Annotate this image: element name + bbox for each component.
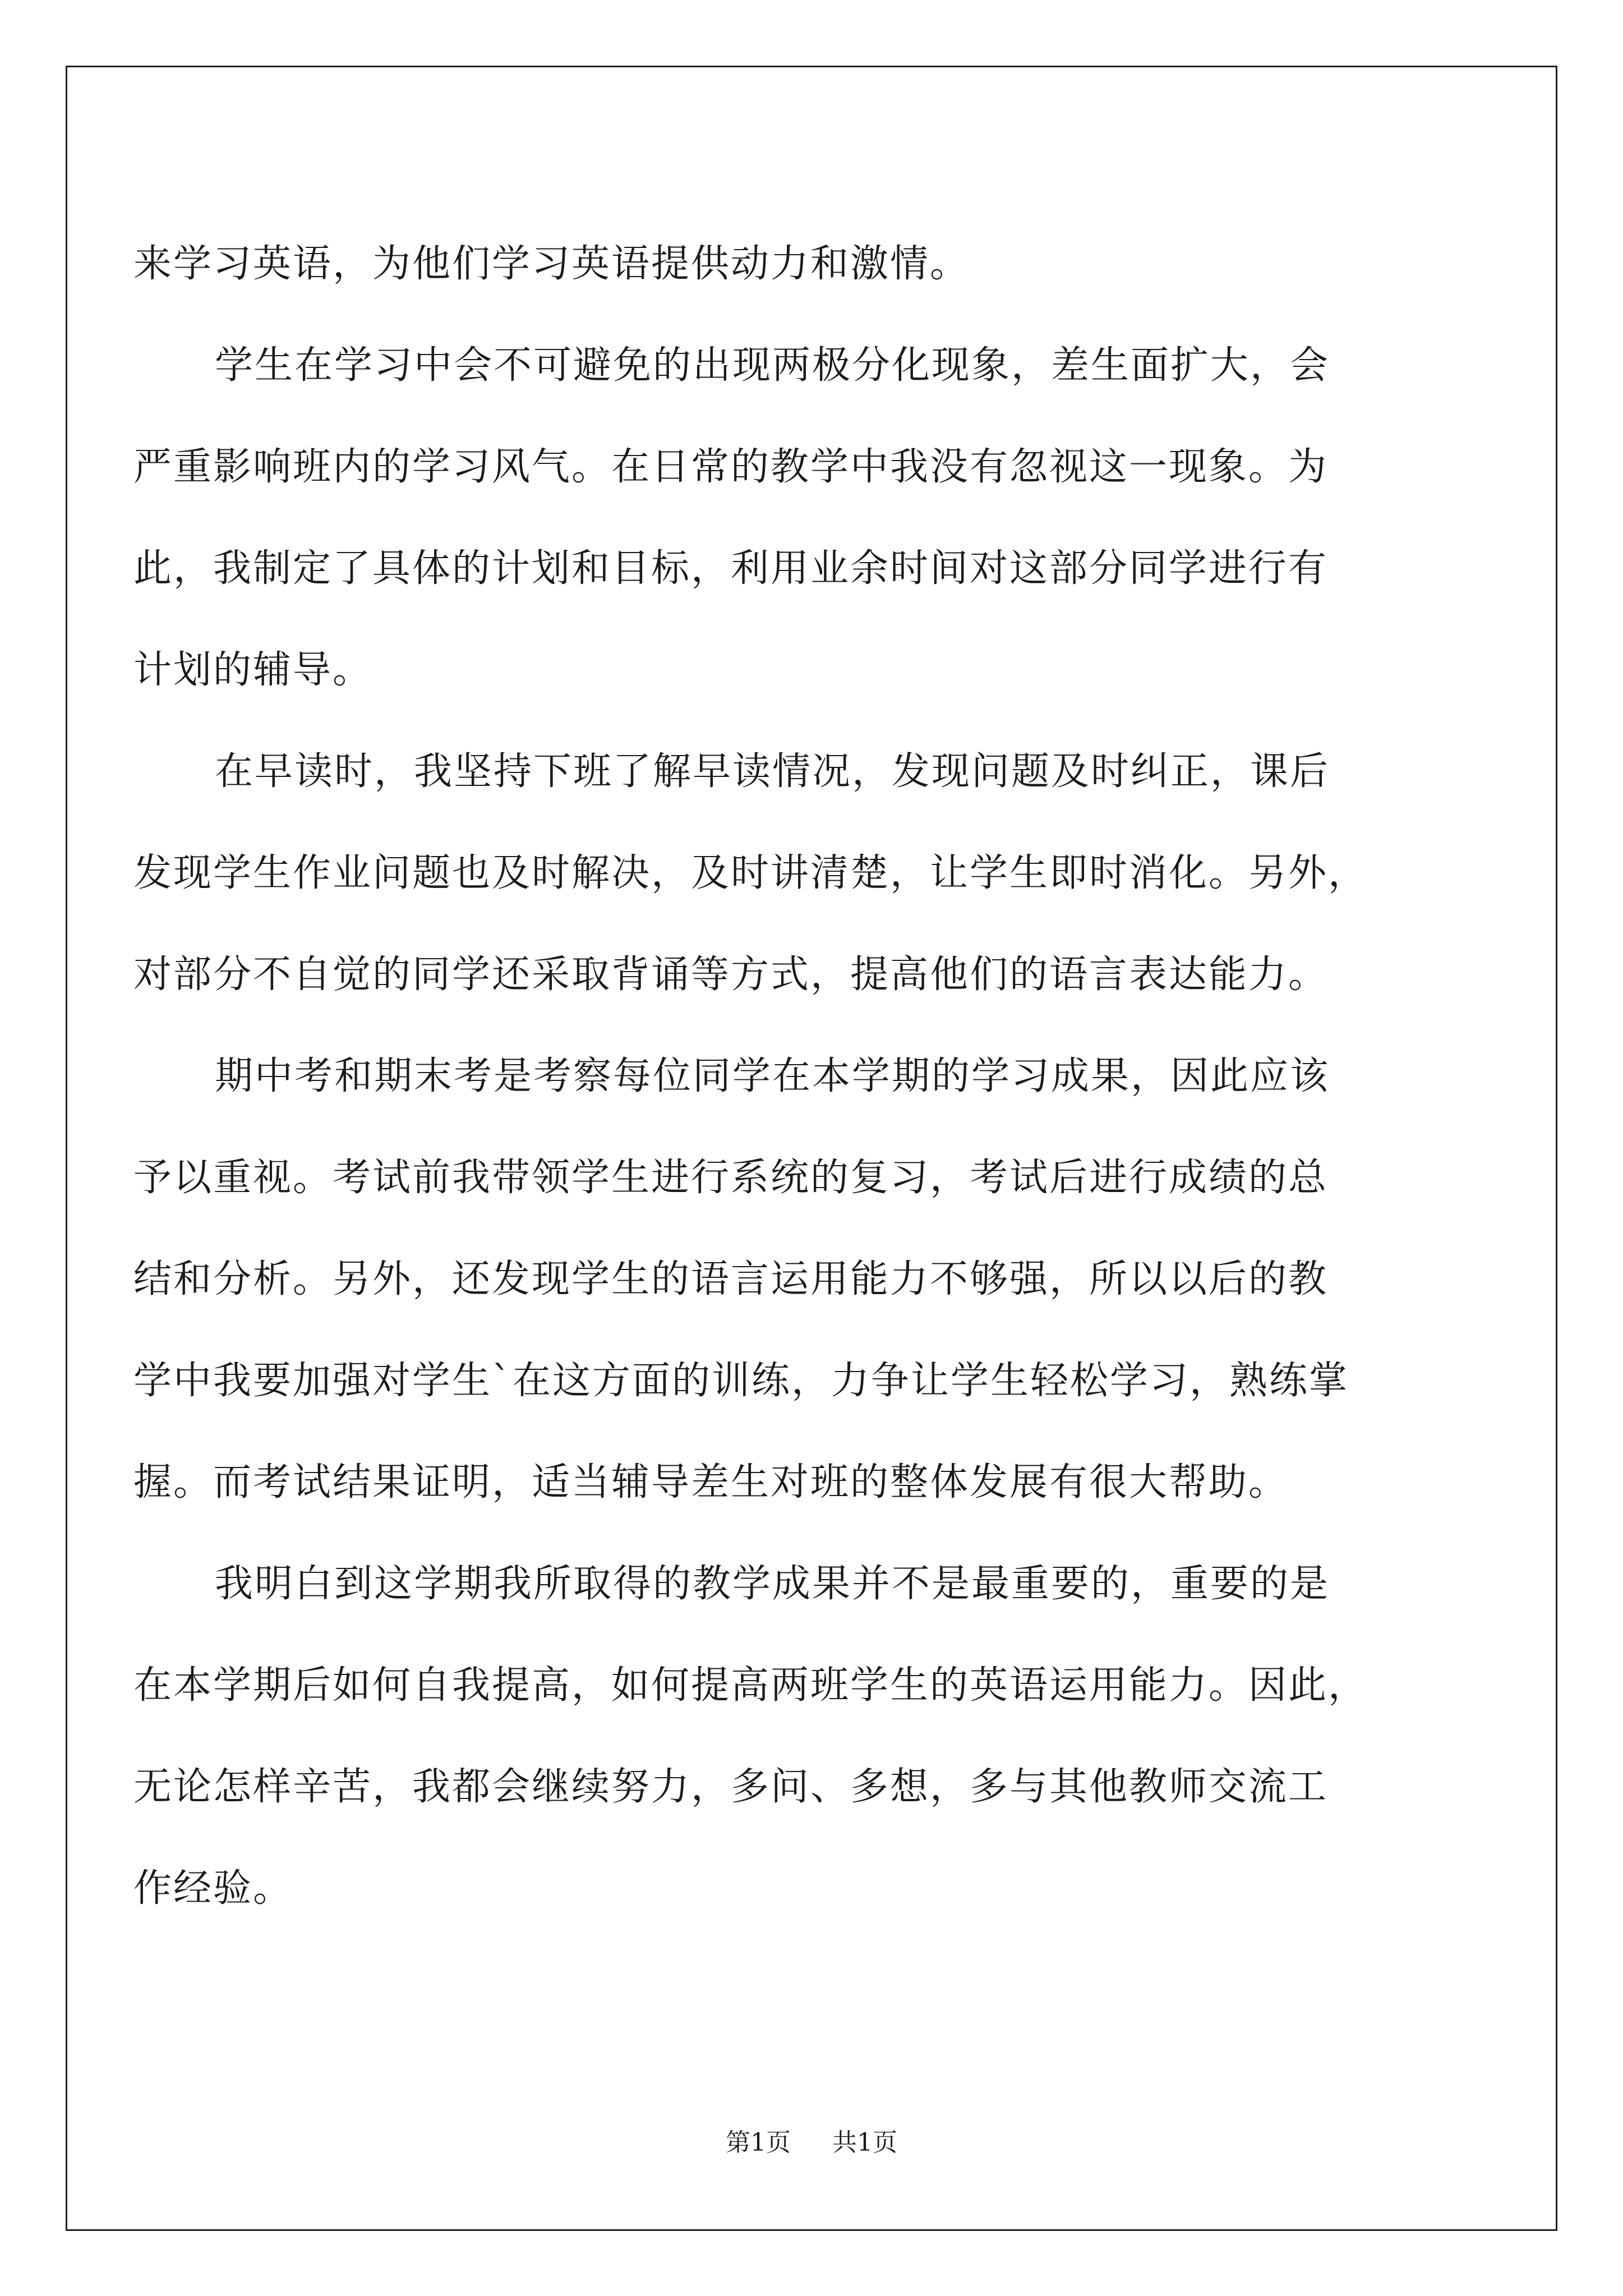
text-line: 来学习英语，为他们学习英语提供动力和激情。 [133, 242, 970, 286]
text-line: 学生在学习中会不可避免的出现两极分化现象，差生面扩大，会 [215, 343, 1330, 388]
document-body [133, 213, 1432, 1939]
paragraph-1 [133, 213, 1432, 315]
text-line: 予以重视。考试前我带领学生进行系统的复习，考试后进行成绩的总 [133, 1156, 1329, 1200]
text-line: 作经验。 [133, 1866, 293, 1911]
text-line: 在本学期后如何自我提高，如何提高两班学生的英语运用能力。因此， [133, 1663, 1368, 1708]
page-total: 共1页 [832, 2128, 897, 2157]
text-line: 在早读时，我坚持下班了解早读情况，发现问题及时纠正，课后 [215, 749, 1330, 794]
text-line: 无论怎样辛苦，我都会继续努力，多问、多想，多与其他教师交流工 [133, 1765, 1329, 1809]
page-footer [0, 2126, 1623, 2160]
text-line: 此，我制定了具体的计划和目标，利用业余时间对这部分同学进行有 [133, 546, 1329, 591]
text-line: 计划的辅导。 [133, 648, 373, 692]
text-line: 对部分不自觉的同学还采取背诵等方式，提高他们的语言表达能力。 [133, 953, 1329, 997]
text-line: 我明白到这学期我所取得的教学成果并不是最重要的，重要的是 [215, 1562, 1330, 1606]
paragraph-2 [133, 315, 1432, 721]
text-line: 期中考和期末考是考察每位同学在本学期的学习成果，因此应该 [215, 1054, 1330, 1098]
text-line: 严重影响班内的学习风气。在日常的教学中我没有忽视这一现象。为 [133, 445, 1329, 489]
text-line: 握。而考试结果证明，适当辅导差生对班的整体发展有很大帮助。 [133, 1460, 1289, 1504]
paragraph-4 [133, 1025, 1432, 1533]
text-line: 发现学生作业问题也及时解决，及时讲清楚，让学生即时消化。另外， [133, 851, 1368, 895]
paragraph-3 [133, 721, 1432, 1025]
page-number: 第1页 [726, 2128, 791, 2157]
text-line: 学中我要加强对学生`在这方面的训练，力争让学生轻松学习，熟练掌 [133, 1359, 1349, 1403]
paragraph-5 [133, 1533, 1432, 1939]
text-line: 结和分析。另外，还发现学生的语言运用能力不够强，所以以后的教 [133, 1257, 1329, 1301]
